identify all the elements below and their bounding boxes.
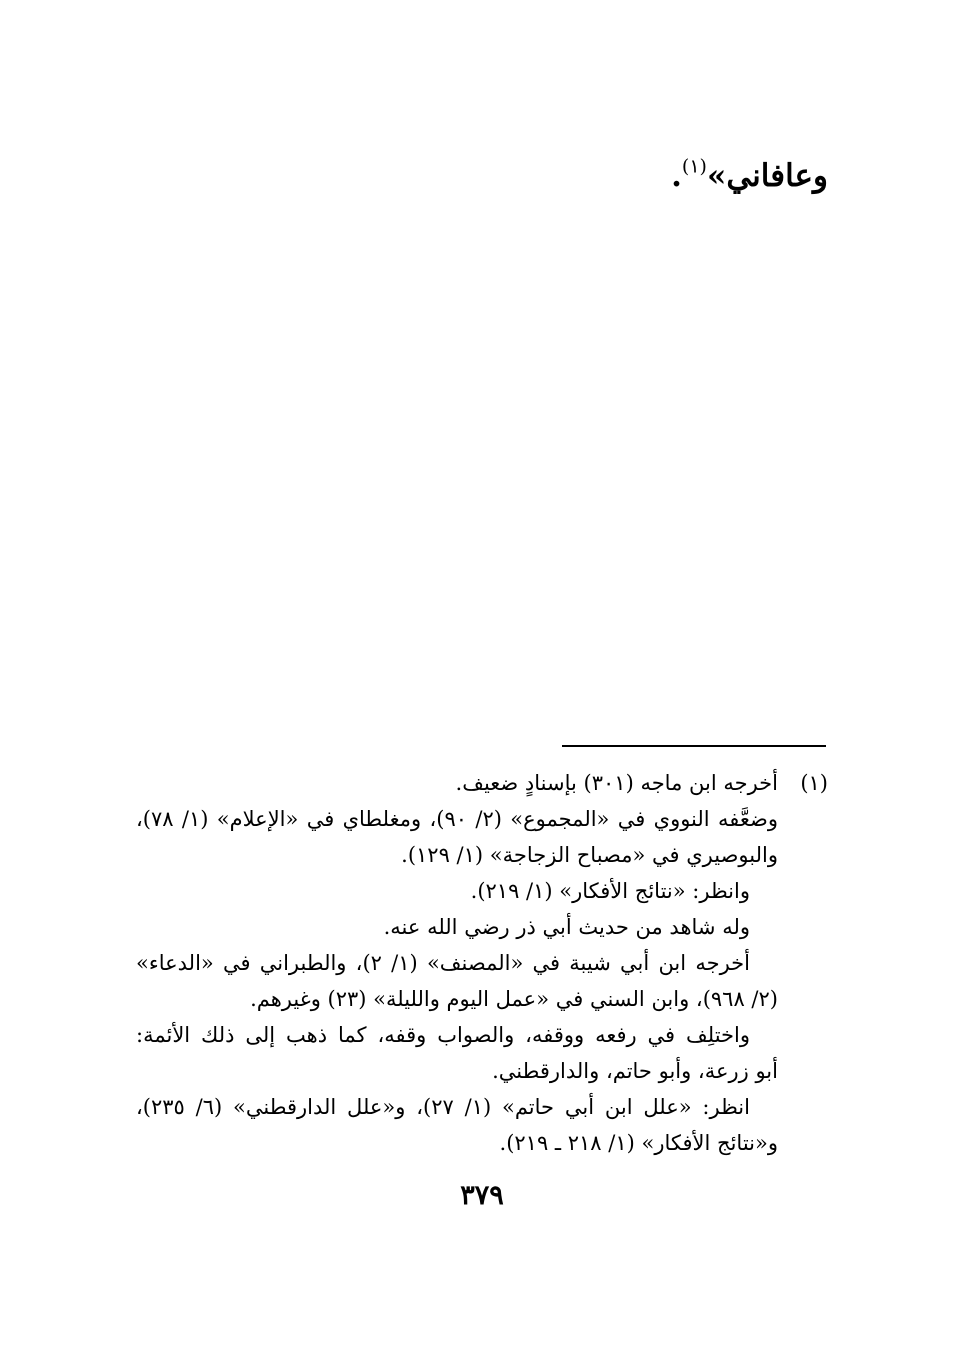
- footnote-line-10: انظر: «علل ابن أبي حاتم» (١/ ٢٧)، و«علل الدارقطني» (٦/ ٢٣٥)،: [136, 1095, 750, 1119]
- footnote-line-9: أبو زرعة، وأبو حاتم، والدارقطني.: [492, 1059, 778, 1083]
- footnote-line-7: (٢/ ٩٦٨)، وابن السني في «عمل اليوم والليلة» (٢٣) وغيرهم.: [250, 987, 778, 1011]
- footnote-line-11: و«نتائج الأفكار» (١/ ٢١٨ ـ ٢١٩).: [499, 1131, 778, 1155]
- main-text-end-mark: .: [671, 158, 682, 194]
- main-text-line: [671, 155, 828, 194]
- footnote-line-1: أخرجه ابن ماجه (٣٠١) بإسنادٍ ضعيف.: [455, 771, 778, 795]
- page-number: ٣٧٩: [460, 1180, 504, 1211]
- footnote-line-5: وله شاهد من حديث أبي ذر رضي الله عنه.: [383, 915, 750, 939]
- footnote-line-8: واختلِف في رفعه ووقفه، والصواب وقفه، كما ذهب إلى ذلك الأئمة:: [136, 1023, 750, 1047]
- footnote-line-6: أخرجه ابن أبي شيبة في «المصنف» (١/ ٢)، والطبراني في «الدعاء»: [136, 951, 750, 975]
- footnote-line-2: وضعَّفه النووي في «المجموع» (٢/ ٩٠)، ومغلطاي في «الإعلام» (١/ ٧٨)،: [136, 807, 778, 831]
- footnote-number: (١): [800, 771, 828, 795]
- footnote-line-4: وانظر: «نتائج الأفكار» (١/ ٢١٩).: [470, 879, 750, 903]
- footnote-separator-rule: [562, 745, 826, 747]
- footnote-reference-marker: (١): [681, 155, 707, 178]
- main-text: وعافاني»: [706, 158, 828, 194]
- footnote-line-3: والبوصيري في «مصباح الزجاجة» (١/ ١٢٩).: [401, 843, 778, 867]
